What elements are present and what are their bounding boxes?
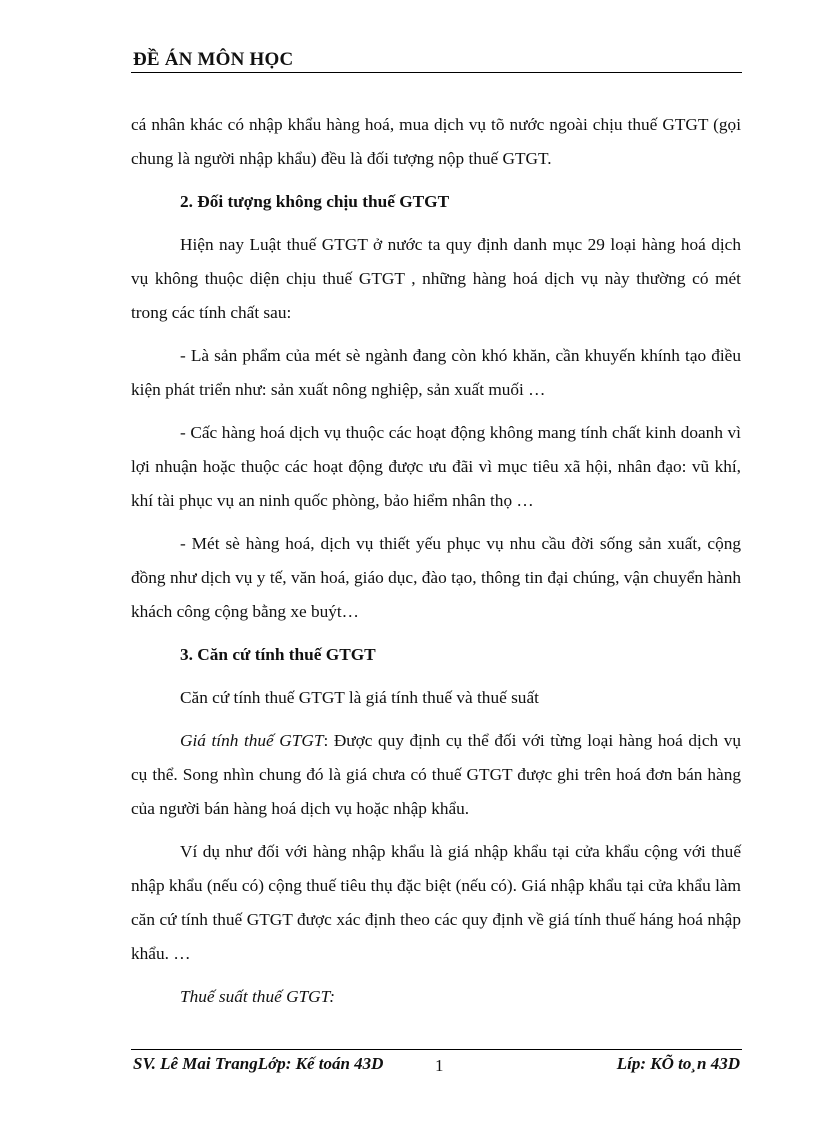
footer-class-info: Líp: KÕ to¸n 43D bbox=[616, 1054, 740, 1073]
page-header-title: ĐỀ ÁN MÔN HỌC bbox=[133, 49, 294, 70]
paragraph-6: Căn cứ tính thuế GTGT là giá tính thuế và thuế suất bbox=[180, 688, 539, 707]
header-divider bbox=[131, 72, 742, 73]
paragraph-7 bbox=[131, 724, 741, 826]
document-body bbox=[131, 108, 741, 1023]
section-heading-2: 2. Đối tượng không chịu thuế GTGT bbox=[180, 192, 450, 211]
section-heading-3: 3. Căn cứ tính thuế GTGT bbox=[180, 645, 376, 664]
tax-price-label: Giá tính thuế GTGT bbox=[180, 731, 324, 750]
paragraph-5: - Mét sè hàng hoá, dịch vụ thiết yếu phục vụ nhu cầu đời sống sản xuất, cộng đồng như dịch vụ y tế, văn hoá, giáo dục, đào tạo, thông tin đại chúng, vận chuyển hành khách công cộng bằng xe buýt… bbox=[131, 534, 741, 621]
paragraph-3: - Là sản phẩm của mét sè ngành đang còn khó khăn, cần khuyến khính tạo điều kiện phát triển như: sản xuất nông nghiệp, sản xuất muối … bbox=[131, 346, 741, 399]
paragraph-8: Ví dụ như đối với hàng nhập khẩu là giá nhập khẩu tại cửa khẩu cộng với thuế nhập khẩu (nếu có) cộng thuế tiêu thụ đặc biệt (nếu có). Giá nhập khẩu tại cửa khẩu làm căn cứ tính thuế GTGT được xác định theo các quy định về giá tính thuế háng hoá nhập khẩu. … bbox=[131, 842, 741, 963]
footer-divider bbox=[131, 1049, 742, 1050]
footer-student-info: SV. Lê Mai TrangLớp: Kế toán 43D bbox=[133, 1054, 384, 1073]
paragraph-2: Hiện nay Luật thuế GTGT ở nước ta quy định danh mục 29 loại hàng hoá dịch vụ không thuộc diện chịu thuế GTGT , những hàng hoá dịch vụ này thường có mét trong các tính chất sau: bbox=[131, 235, 741, 322]
paragraph-4: - Cấc hàng hoá dịch vụ thuộc các hoạt động không mang tính chất kinh doanh vì lợi nhuận hoặc thuộc các hoạt động được ưu đãi vì mục tiêu xã hội, nhân đạo: vũ khí, khí tài phục vụ an ninh quốc phòng, bảo hiểm nhân thọ … bbox=[131, 423, 741, 510]
paragraph-9: Thuế suất thuế GTGT: bbox=[180, 987, 336, 1006]
page-number: 1 bbox=[435, 1056, 444, 1075]
tax-price-text: : Được quy định cụ thể đối với từng loại hàng hoá dịch vụ cụ thể. Song nhìn chung đó là giá chưa có thuế GTGT được ghi trên hoá đơn bán hàng của người bán hàng hoá dịch vụ hoặc nhập khẩu. bbox=[131, 731, 741, 818]
paragraph-1: cá nhân khác có nhập khẩu hàng hoá, mua dịch vụ tõ nước ngoài chịu thuế GTGT (gọi chung là người nhập khẩu) đều là đối tượng nộp thuế GTGT. bbox=[131, 115, 741, 168]
